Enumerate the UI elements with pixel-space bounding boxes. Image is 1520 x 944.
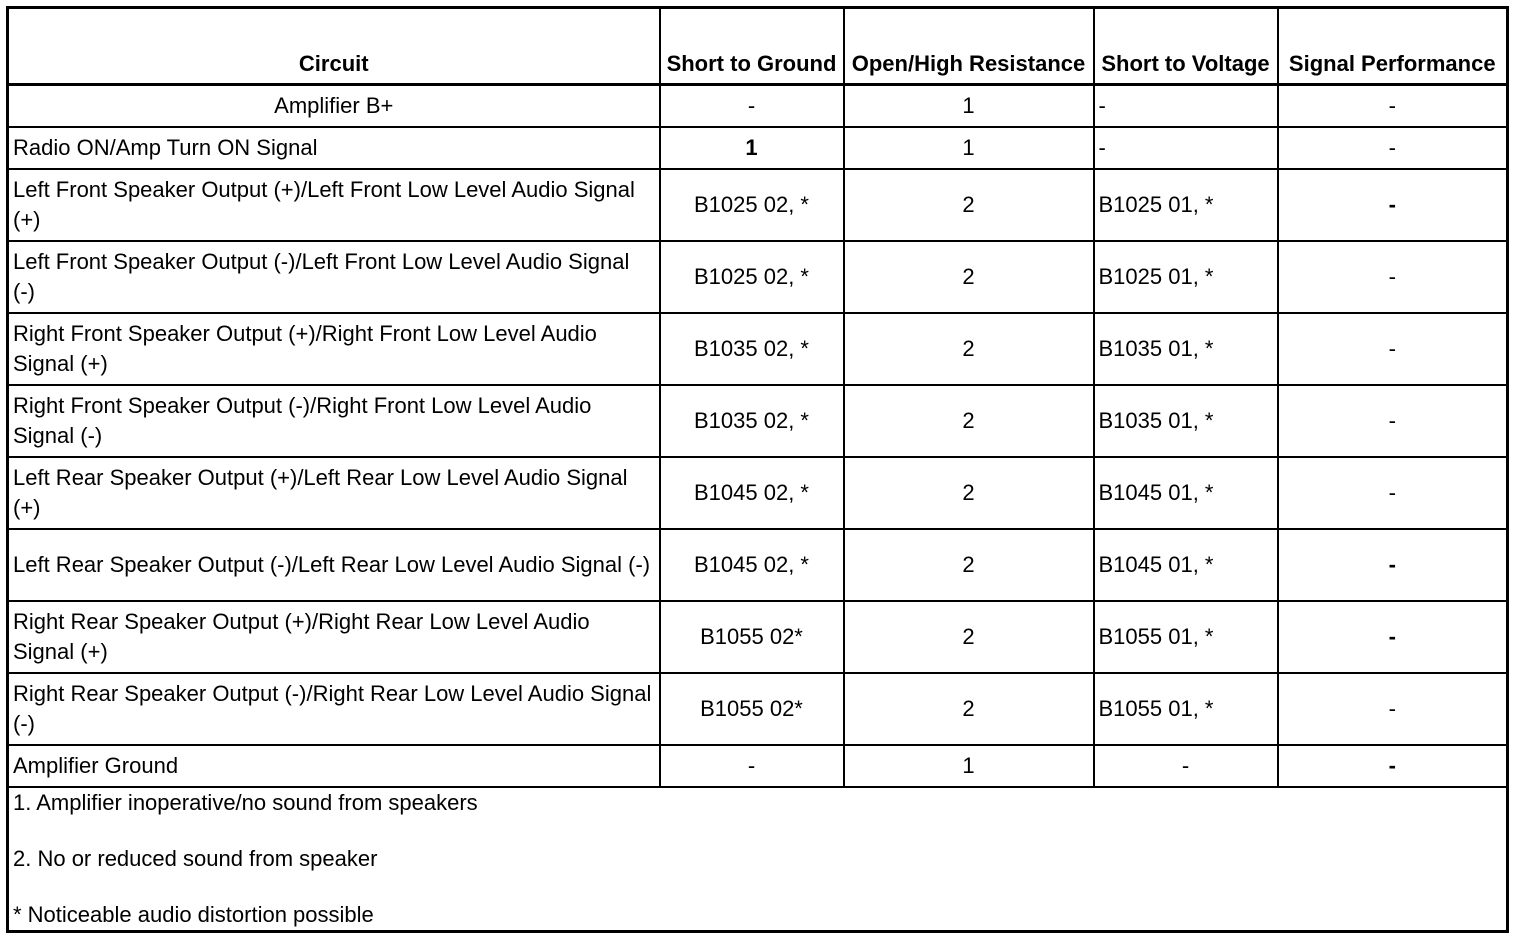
signal-performance-cell: - xyxy=(1278,673,1508,745)
table-row xyxy=(8,601,1508,673)
signal-performance-cell: - xyxy=(1278,169,1508,241)
circuit-cell: Left Front Speaker Output (+)/Left Front Low Level Audio Signal (+) xyxy=(8,169,660,241)
circuit-cell: Right Rear Speaker Output (+)/Right Rear Low Level Audio Signal (+) xyxy=(8,601,660,673)
open-high-cell: 2 xyxy=(844,169,1094,241)
signal-performance-cell: - xyxy=(1278,745,1508,787)
notes-cell xyxy=(8,787,1508,932)
short-to-voltage-cell: - xyxy=(1094,85,1278,128)
open-high-cell: 2 xyxy=(844,457,1094,529)
signal-performance-cell: - xyxy=(1278,241,1508,313)
header-signal-performance: Signal Performance xyxy=(1278,8,1508,85)
circuit-cell: Left Front Speaker Output (-)/Left Front Low Level Audio Signal (-) xyxy=(8,241,660,313)
short-to-voltage-cell: - xyxy=(1094,127,1278,169)
short-to-voltage-cell: B1035 01, * xyxy=(1094,313,1278,385)
table-row xyxy=(8,673,1508,745)
table-row xyxy=(8,85,1508,128)
table-header xyxy=(8,8,1508,85)
table-body xyxy=(8,85,1508,932)
note-2: 2. No or reduced sound from speaker xyxy=(13,846,378,871)
circuit-cell: Right Front Speaker Output (+)/Right Front Low Level Audio Signal (+) xyxy=(8,313,660,385)
header-circuit: Circuit xyxy=(8,8,660,85)
header-short-to-voltage: Short to Voltage xyxy=(1094,8,1278,85)
short-to-ground-cell: B1025 02, * xyxy=(660,241,844,313)
signal-performance-cell: - xyxy=(1278,385,1508,457)
header-row xyxy=(8,8,1508,85)
short-to-ground-cell: B1045 02, * xyxy=(660,457,844,529)
table-row xyxy=(8,529,1508,601)
header-open-high-resistance: Open/High Resistance xyxy=(844,8,1094,85)
short-to-voltage-cell: B1025 01, * xyxy=(1094,241,1278,313)
signal-performance-cell: - xyxy=(1278,313,1508,385)
circuit-cell: Amplifier Ground xyxy=(8,745,660,787)
note-asterisk: * Noticeable audio distortion possible xyxy=(13,902,374,927)
short-to-ground-cell: B1025 02, * xyxy=(660,169,844,241)
open-high-cell: 2 xyxy=(844,601,1094,673)
table-row xyxy=(8,169,1508,241)
open-high-cell: 1 xyxy=(844,127,1094,169)
circuit-cell: Right Rear Speaker Output (-)/Right Rear Low Level Audio Signal (-) xyxy=(8,673,660,745)
signal-performance-cell: - xyxy=(1278,529,1508,601)
short-to-ground-cell: - xyxy=(660,745,844,787)
open-high-cell: 1 xyxy=(844,85,1094,128)
short-to-voltage-cell: B1045 01, * xyxy=(1094,457,1278,529)
short-to-voltage-cell: - xyxy=(1094,745,1278,787)
signal-performance-cell: - xyxy=(1278,85,1508,128)
note-1: 1. Amplifier inoperative/no sound from speakers xyxy=(13,790,478,815)
open-high-cell: 2 xyxy=(844,313,1094,385)
short-to-ground-cell: 1 xyxy=(660,127,844,169)
short-to-voltage-cell: B1035 01, * xyxy=(1094,385,1278,457)
open-high-cell: 2 xyxy=(844,385,1094,457)
short-to-voltage-cell: B1045 01, * xyxy=(1094,529,1278,601)
short-to-ground-cell: B1035 02, * xyxy=(660,313,844,385)
table-row xyxy=(8,457,1508,529)
short-to-voltage-cell: B1055 01, * xyxy=(1094,673,1278,745)
table-row xyxy=(8,241,1508,313)
diagnostic-table-container xyxy=(6,6,1509,933)
short-to-ground-cell: B1055 02* xyxy=(660,673,844,745)
table-row xyxy=(8,313,1508,385)
notes-row xyxy=(8,787,1508,932)
circuit-cell: Radio ON/Amp Turn ON Signal xyxy=(8,127,660,169)
signal-performance-cell: - xyxy=(1278,601,1508,673)
short-to-ground-cell: - xyxy=(660,85,844,128)
header-short-to-ground: Short to Ground xyxy=(660,8,844,85)
short-to-voltage-cell: B1025 01, * xyxy=(1094,169,1278,241)
open-high-cell: 2 xyxy=(844,241,1094,313)
short-to-voltage-cell: B1055 01, * xyxy=(1094,601,1278,673)
circuit-cell: Amplifier B+ xyxy=(8,85,660,128)
circuit-cell: Right Front Speaker Output (-)/Right Front Low Level Audio Signal (-) xyxy=(8,385,660,457)
open-high-cell: 1 xyxy=(844,745,1094,787)
short-to-ground-cell: B1035 02, * xyxy=(660,385,844,457)
signal-performance-cell: - xyxy=(1278,457,1508,529)
circuit-diagnostic-table xyxy=(6,6,1509,933)
open-high-cell: 2 xyxy=(844,673,1094,745)
circuit-cell: Left Rear Speaker Output (-)/Left Rear Low Level Audio Signal (-) xyxy=(8,529,660,601)
short-to-ground-cell: B1045 02, * xyxy=(660,529,844,601)
table-row xyxy=(8,127,1508,169)
short-to-ground-cell: B1055 02* xyxy=(660,601,844,673)
circuit-cell: Left Rear Speaker Output (+)/Left Rear Low Level Audio Signal (+) xyxy=(8,457,660,529)
signal-performance-cell: - xyxy=(1278,127,1508,169)
table-row xyxy=(8,745,1508,787)
table-row xyxy=(8,385,1508,457)
open-high-cell: 2 xyxy=(844,529,1094,601)
